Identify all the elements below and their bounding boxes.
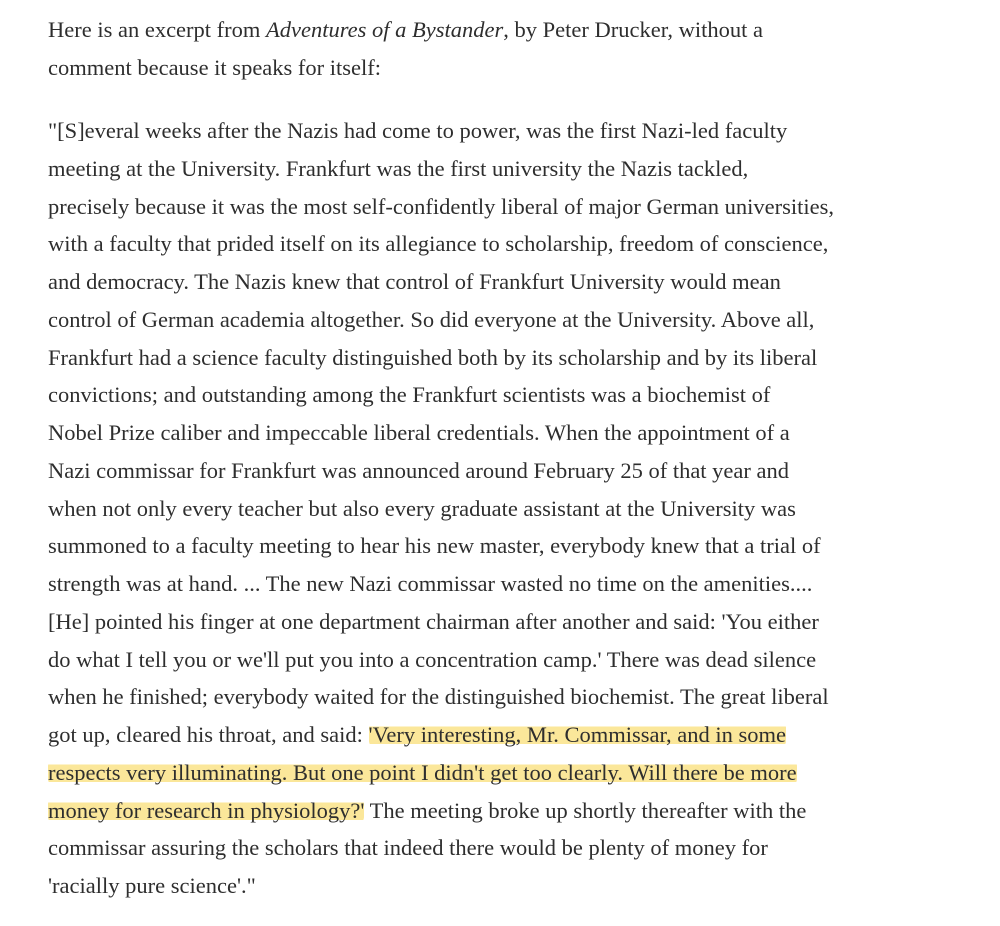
highlighted-text: money for research in physiology?' [48, 797, 365, 823]
quote-line: strength was at hand. ... The new Nazi commissar wasted no time on the amenities.... [48, 571, 813, 596]
highlighted-text: respects very illuminating. But one point I didn't get too clearly. Will there be more [48, 759, 797, 785]
quote-line: with a faculty that prided itself on its allegiance to scholarship, freedom of conscience, [48, 231, 829, 257]
quote-line: do what I tell you or we'll put you into a concentration camp.' There was dead silence [48, 646, 817, 672]
quote-line: when not only every teacher but also every graduate assistant at the University was [48, 495, 796, 521]
quote-line: Frankfurt had a science faculty distinguished both by its scholarship and by its liberal [48, 344, 818, 370]
quote-line: [He] pointed his finger at one department chairman after another and said: 'You either [48, 608, 819, 634]
intro-line [48, 11, 763, 49]
intro-line: comment because it speaks for itself: [48, 54, 382, 80]
quote-line: 'racially pure science'." [48, 873, 256, 898]
quote-line [48, 792, 834, 830]
quote-line: precisely because it was the most self-confidently liberal of major German universities, [48, 193, 834, 219]
text: , by Peter Drucker, without a [503, 17, 763, 42]
quote-line: control of German academia altogether. So did everyone at the University. Above all, [48, 306, 815, 332]
text: got up, cleared his throat, and said: [48, 722, 369, 747]
quote-line: commissar assuring the scholars that indeed there would be plenty of money for [48, 835, 768, 861]
text: Here is an excerpt from [48, 17, 267, 42]
quote-line: Nazi commissar for Frankfurt was announced around February 25 of that year and [48, 457, 790, 483]
quote-line: Nobel Prize caliber and impeccable liberal credentials. When the appointment of a [48, 420, 790, 445]
highlighted-text: 'Very interesting, Mr. Commissar, and in some [368, 722, 787, 747]
quote-line [48, 754, 834, 792]
quote-line: and democracy. The Nazis knew that control of Frankfurt University would mean [48, 269, 781, 294]
quote-line: meeting at the University. Frankfurt was the first university the Nazis tackled, [48, 155, 749, 181]
quote-line: summoned to a faculty meeting to hear his new master, everybody knew that a trial of [48, 533, 821, 559]
text: The meeting broke up shortly thereafter with the [364, 797, 807, 823]
quote-paragraph [48, 112, 834, 905]
book-title: Adventures of a Bystander [266, 17, 504, 42]
intro-paragraph [48, 11, 763, 87]
quote-line: when he finished; everybody waited for the distinguished biochemist. The great liberal [48, 684, 829, 710]
quote-line [48, 716, 834, 754]
quote-line: "[S]everal weeks after the Nazis had come to power, was the first Nazi-led faculty [48, 118, 788, 143]
quote-line: convictions; and outstanding among the Frankfurt scientists was a biochemist of [48, 382, 771, 408]
